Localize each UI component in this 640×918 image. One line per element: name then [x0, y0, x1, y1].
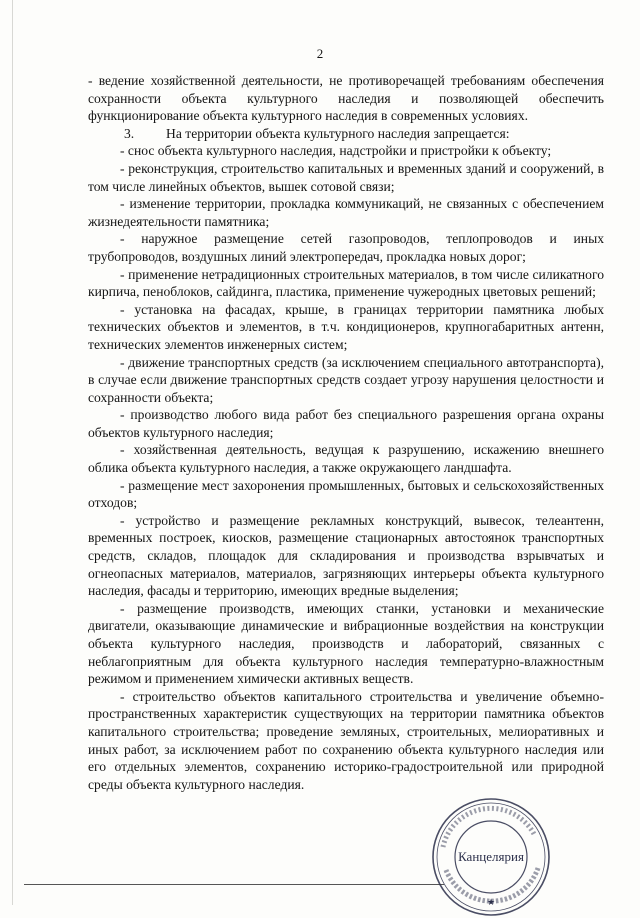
prohibition-item: - строительство объектов капитального строительства и увеличение объемно-пространственных характеристик существующих на территории памятника объектов капитального строительства; проведение земляных, строительных, мелиоративных и иных работ, за исключением работ по сохранению объекта культурного наследия или его отдельных элементов, сохранению историко-градостроительной или природной среды объекта культурного наследия. [88, 688, 604, 792]
office-stamp [430, 796, 552, 918]
stamp-star-icon: ★ [486, 897, 496, 907]
section-heading-3 [88, 125, 604, 143]
section-heading-text: На территории объекта культурного наследия запрещается: [166, 125, 510, 141]
prohibition-item: - хозяйственная деятельность, ведущая к разрушению, искажению внешнего облика объекта культурного наследия, а также окружающего ландшафта. [88, 442, 604, 476]
prohibition-item: - установка на фасадах, крыше, в границах территории памятника любых технических объектов и элементов, в т.ч. кондиционеров, крупногабаритных антенн, технических элементов инженерных систем; [88, 301, 604, 352]
prohibition-item: - размещение производств, имеющих станки, установки и механические двигатели, оказывающие динамические и вибрационные воздействия на конструкции объекта культурного наследия, производств и лабораторий, связанных с неблагоприятным для объекта культурного наследия температурно-влажностным режимом и применением химически активных веществ. [88, 600, 604, 687]
document-body [88, 72, 604, 793]
page-number: 2 [316, 46, 324, 61]
prohibition-item: - наружное размещение сетей газопроводов, теплопроводов и иных трубопроводов, воздушных линий электропередач, прокладка новых дорог; [88, 231, 604, 264]
paragraph-economic-activity: - ведение хозяйственной деятельности, не противоречащей требованиям обеспечения сохранности объекта культурного наследия и позволяющей обеспечить функционирование объекта культурного наследия в современных условиях. [88, 73, 604, 124]
page-edge-line [12, 0, 13, 905]
prohibition-item: - производство любого вида работ без специального разрешения органа охраны объектов культурного наследия; [88, 407, 604, 440]
prohibition-item: - движение транспортных средств (за исключением специального автотранспорта), в случае если движение транспортных средств создает угрозу нарушения целостности и сохранности объекта; [88, 354, 604, 405]
section-number: 3. [124, 125, 135, 141]
bottom-rule [24, 884, 444, 885]
prohibition-item: - устройство и размещение рекламных конструкций, вывесок, телеантенн, временных построек, киосков, размещение стационарных автостоянок транспортных средств, складов, площадок для складирования и производства взрывчатых и огнеопасных материалов, материалов, загрязняющих интерьеры объекта культурного наследия, фасады и территорию, имеющих вредные выделения; [88, 512, 604, 599]
prohibition-item: - размещение мест захоронения промышленных, бытовых и сельскохозяйственных отходов; [88, 477, 604, 511]
prohibition-item: - изменение территории, прокладка коммуникаций, не связанных с обеспечением жизнедеятельности памятника; [88, 196, 604, 229]
prohibition-item: - снос объекта культурного наследия, надстройки и пристройки к объекту; [120, 143, 552, 159]
prohibition-item: - реконструкция, строительство капитальных и временных зданий и сооружений, в том числе линейных объектов, вышек сотовой связи; [88, 160, 604, 194]
prohibition-item: - применение нетрадиционных строительных материалов, в том числе силикатного кирпича, пеноблоков, сайдинга, пластика, применение чужеродных цветовых решений; [88, 266, 604, 300]
stamp-label: Канцелярия [458, 849, 524, 864]
